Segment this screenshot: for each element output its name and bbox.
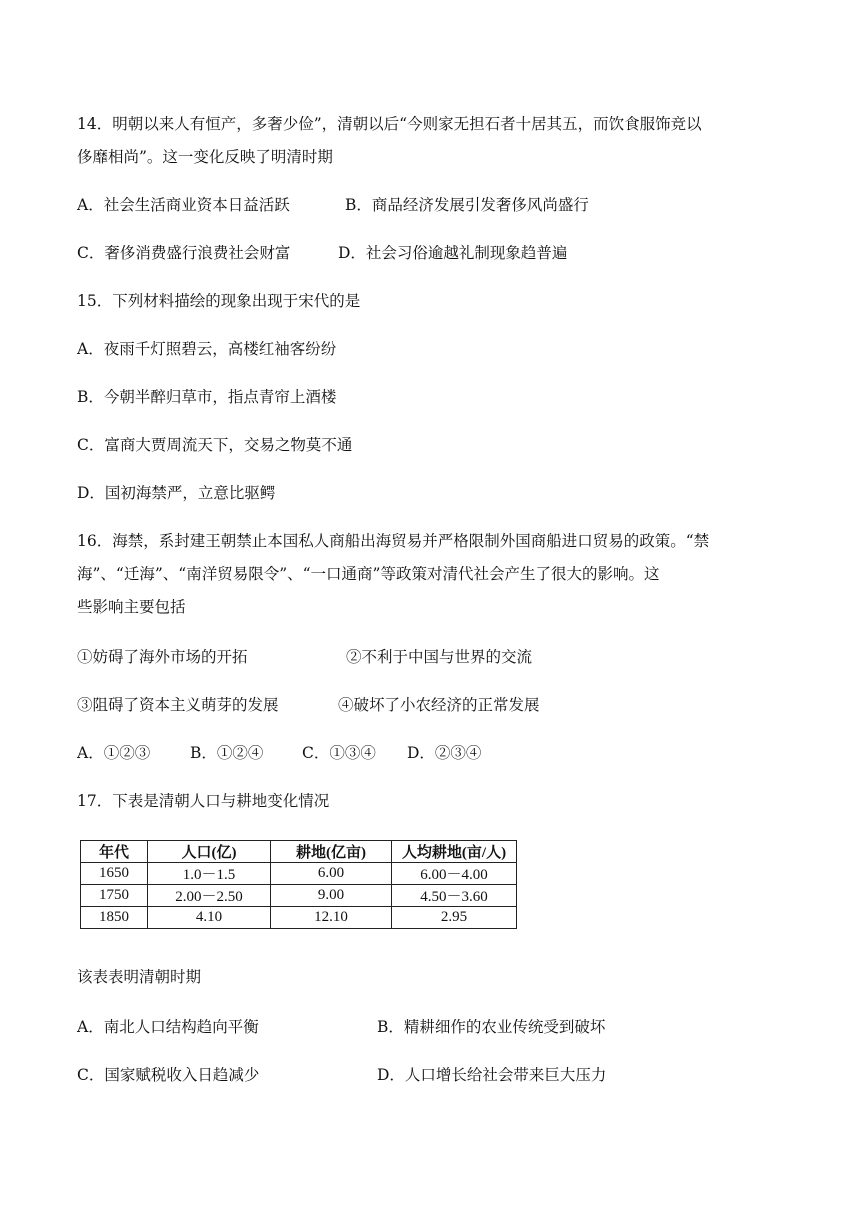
- q16-item-3: ③阻碍了资本主义萌芽的发展: [77, 696, 279, 714]
- table-cell: 1750: [81, 885, 148, 907]
- table-cell: 9.00: [271, 885, 392, 907]
- q16-option-d: D．②③④: [407, 744, 482, 762]
- q15-option-c: C．富商大贾周流天下，交易之物莫不通: [77, 436, 353, 454]
- q17-option-c: C．国家赋税收入日趋减少: [77, 1066, 260, 1084]
- table-cell: 12.10: [271, 907, 392, 929]
- q14-option-b: B．商品经济发展引发奢侈风尚盛行: [345, 196, 589, 214]
- q14-stem-line2: 侈靡相尚”。这一变化反映了明清时期: [77, 148, 333, 166]
- table-cell: 6.00－4.00: [392, 863, 517, 885]
- q14-option-a: A．社会生活商业资本日益活跃: [77, 196, 290, 214]
- q16-stem-line2: 海”、“迁海”、“南洋贸易限令”、“一口通商”等政策对清代社会产生了很大的影响。这: [77, 565, 660, 583]
- table-header-row: [81, 841, 517, 863]
- table-header-cell: 人均耕地(亩/人): [392, 841, 517, 863]
- population-farmland-table: [80, 840, 517, 929]
- q17-option-b: B．精耕细作的农业传统受到破坏: [377, 1018, 606, 1036]
- table-cell: 1.0－1.5: [148, 863, 271, 885]
- table-header-cell: 年代: [81, 841, 148, 863]
- q17-stem: 17．下表是清朝人口与耕地变化情况: [77, 792, 330, 810]
- q16-stem-line1: 16．海禁，系封建王朝禁止本国私人商船出海贸易并严格限制外国商船进口贸易的政策。“禁: [77, 532, 710, 550]
- table-header-cell: 人口(亿): [148, 841, 271, 863]
- table-cell: 4.10: [148, 907, 271, 929]
- q17-option-a: A．南北人口结构趋向平衡: [77, 1018, 259, 1036]
- q16-stem-line3: 些影响主要包括: [77, 598, 186, 616]
- table-row: [81, 863, 517, 885]
- table-cell: 1850: [81, 907, 148, 929]
- q14-stem-line1: 14．明朝以来人有恒产，多奢少俭”，清朝以后“今则家无担石者十居其五，而饮食服饰竞以: [77, 115, 702, 133]
- table-cell: 2.95: [392, 907, 517, 929]
- q14-option-c: C．奢侈消费盛行浪费社会财富: [77, 244, 291, 262]
- table-header-cell: 耕地(亿亩): [271, 841, 392, 863]
- q16-item-1: ①妨碍了海外市场的开拓: [77, 648, 248, 666]
- q16-option-c: C．①③④: [302, 744, 376, 762]
- table-cell: 1650: [81, 863, 148, 885]
- q16-option-b: B．①②④: [190, 744, 264, 762]
- q17-option-d: D．人口增长给社会带来巨大压力: [377, 1066, 607, 1084]
- table-row: [81, 907, 517, 929]
- table-row: [81, 885, 517, 907]
- q15-stem: 15．下列材料描绘的现象出现于宋代的是: [77, 292, 361, 310]
- q16-item-2: ②不利于中国与世界的交流: [346, 648, 533, 666]
- q16-option-a: A．①②③: [77, 744, 151, 762]
- q15-option-a: A．夜雨千灯照碧云，高楼红袖客纷纷: [77, 340, 337, 358]
- table-cell: 2.00－2.50: [148, 885, 271, 907]
- table-cell: 4.50－3.60: [392, 885, 517, 907]
- q16-item-4: ④破坏了小农经济的正常发展: [338, 696, 540, 714]
- q14-option-d: D．社会习俗逾越礼制现象趋普遍: [338, 244, 568, 262]
- q17-after-table: 该表表明清朝时期: [77, 968, 202, 986]
- q15-option-d: D．国初海禁严，立意比驱鳄: [77, 484, 276, 502]
- q15-option-b: B．今朝半醉归草市，指点青帘上酒楼: [77, 388, 337, 406]
- table-cell: 6.00: [271, 863, 392, 885]
